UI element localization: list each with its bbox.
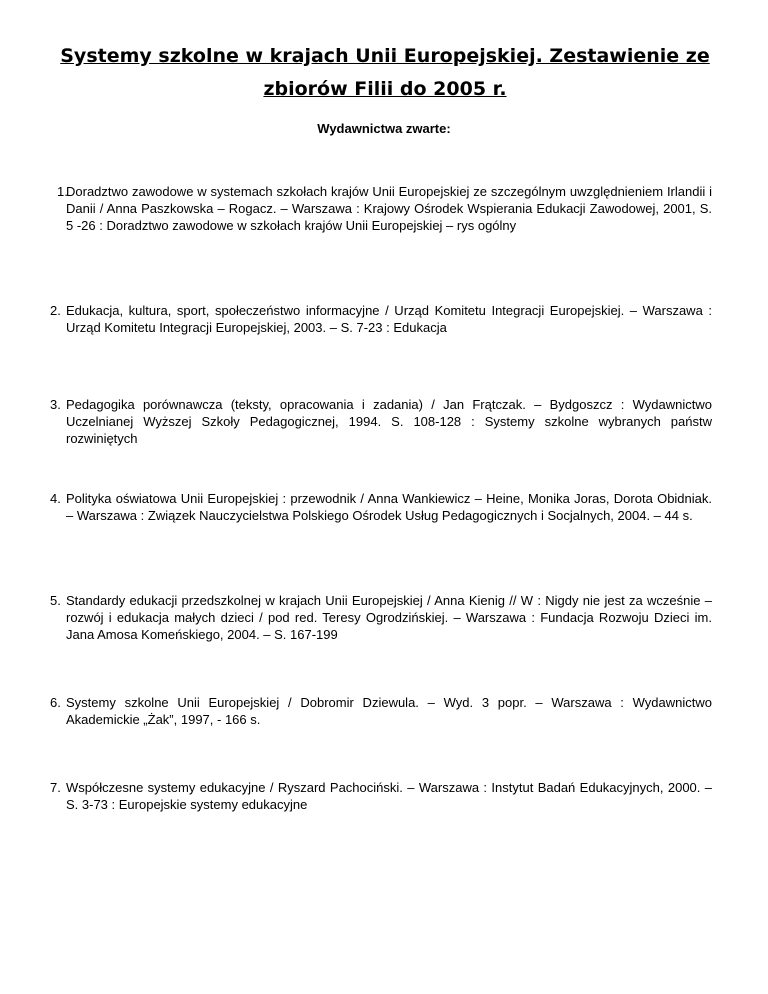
page-title	[60, 40, 710, 106]
entry-text: Edukacja, kultura, sport, społeczeństwo informacyjne / Urząd Komitetu Integracji Europejskiej. – Warszawa : Urząd Komitetu Integracji Europejskiej, 2003. – S. 7-23 : Edukacja	[66, 303, 712, 335]
entry-text: Systemy szkolne Unii Europejskiej / Dobromir Dziewula. – Wyd. 3 popr. – Warszawa : Wydawnictwo Akademickie „Żak”, 1997, - 166 s.	[66, 695, 712, 727]
title-line-1: Systemy szkolne w krajach Unii Europejskiej. Zestawienie ze	[60, 45, 710, 67]
bibliography-entry	[50, 694, 712, 728]
title-line-2: zbiorów Filii do 2005 r.	[263, 78, 507, 100]
entry-number: 5.	[50, 593, 61, 608]
entry-number: 2.	[50, 303, 61, 318]
entry-text: Doradztwo zawodowe w systemach szkołach krajów Unii Europejskiej ze szczególnym uwzględnieniem Irlandii i Danii / Anna Paszkowska – Rogacz. – Warszawa : Krajowy Ośrodek Wspierania Edukacji Zawodowej, 2001, S. 5 -26 : Doradztwo zawodowe w szkołach krajów Unii Europejskiej – rys ogólny	[66, 184, 712, 233]
entry-number: 1.	[57, 184, 68, 199]
bibliography-entry	[50, 490, 712, 524]
entry-number: 4.	[50, 491, 61, 506]
bibliography-entry	[50, 302, 712, 336]
entry-text: Współczesne systemy edukacyjne / Ryszard Pachociński. – Warszawa : Instytut Badań Edukacyjnych, 2000. – S. 3-73 : Europejskie systemy edukacyjne	[66, 780, 712, 812]
entry-number: 7.	[50, 780, 61, 795]
section-heading: Wydawnictwa zwarte:	[317, 121, 451, 136]
bibliography-entry	[50, 396, 712, 447]
entry-text: Polityka oświatowa Unii Europejskiej : przewodnik / Anna Wankiewicz – Heine, Monika Joras, Dorota Obidniak. – Warszawa : Związek Nauczycielstwa Polskiego Ośrodek Usług Pedagogicznych i Socjalnych, 2004. – 44 s.	[66, 491, 712, 523]
bibliography-entry	[57, 183, 712, 234]
entry-number: 6.	[50, 695, 61, 710]
bibliography-entry	[50, 779, 712, 813]
entry-text: Standardy edukacji przedszkolnej w krajach Unii Europejskiej / Anna Kienig // W : Nigdy nie jest za wcześnie – rozwój i edukacja małych dzieci / pod red. Teresy Ogrodzińskiej. – Warszawa : Fundacja Rozwoju Dzieci im. Jana Amosa Komeńskiego, 2004. – S. 167-199	[66, 593, 712, 642]
entry-text: Pedagogika porównawcza (teksty, opracowania i zadania) / Jan Frątczak. – Bydgoszcz : Wydawnictwo Uczelnianej Wyższej Szkoły Pedagogicznej, 1994. S. 108-128 : Systemy szkolne wybranych państw rozwiniętych	[66, 397, 712, 446]
bibliography-entry	[50, 592, 712, 643]
entry-number: 3.	[50, 397, 61, 412]
